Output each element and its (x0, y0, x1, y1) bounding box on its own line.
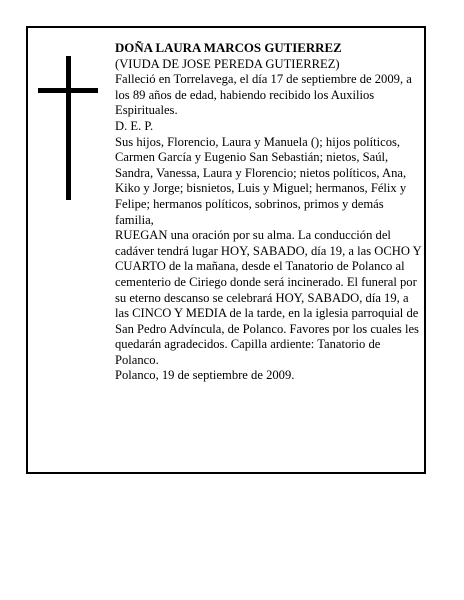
widow-subtitle: (VIUDA DE JOSE PEREDA GUTIERREZ) (115, 56, 340, 71)
family-list: Sus hijos, Florencio, Laura y Manuela (); hijos políticos, Carmen García y Eugenio San Sebastián; nietos, Saúl, Sandra, Vanessa, Laura y Florencio; nietos políticos, Ana, Kiko y Jorge; bisnietos, Luis y Miguel; hermanos, Félix y Felipe; hermanos políticos, sobrinos, primos y demás familia, (115, 134, 407, 227)
obituary-notice (26, 26, 426, 474)
notice-text (115, 41, 423, 384)
funeral-request: RUEGAN una oración por su alma. La conducción del cadáver tendrá lugar HOY, SABADO, día 19, a las OCHO Y CUARTO de la mañana, desde el Tanatorio de Polanco al cementerio de Ciriego donde será incinerado. El funeral por su eterno descanso se celebrará HOY, SABADO, día 19, a las CINCO Y MEDIA de la tarde, en la iglesia parroquial de San Pedro Advíncula, de Polanco. Favores por los cuales les quedarán agradecidos. Capilla ardiente: Tanatorio de Polanco. (115, 228, 422, 367)
death-info: Falleció en Torrelavega, el día 17 de septiembre de 2009, a los 89 años de edad, habiendo recibido los Auxilios Espirituales. (115, 72, 412, 118)
cross-icon (38, 56, 98, 200)
cross-horizontal-bar (38, 88, 98, 93)
dep-line: D. E. P. (115, 118, 154, 133)
place-date: Polanco, 19 de septiembre de 2009. (115, 368, 295, 383)
cross-vertical-bar (66, 56, 71, 200)
deceased-name: DOÑA LAURA MARCOS GUTIERREZ (115, 41, 342, 55)
